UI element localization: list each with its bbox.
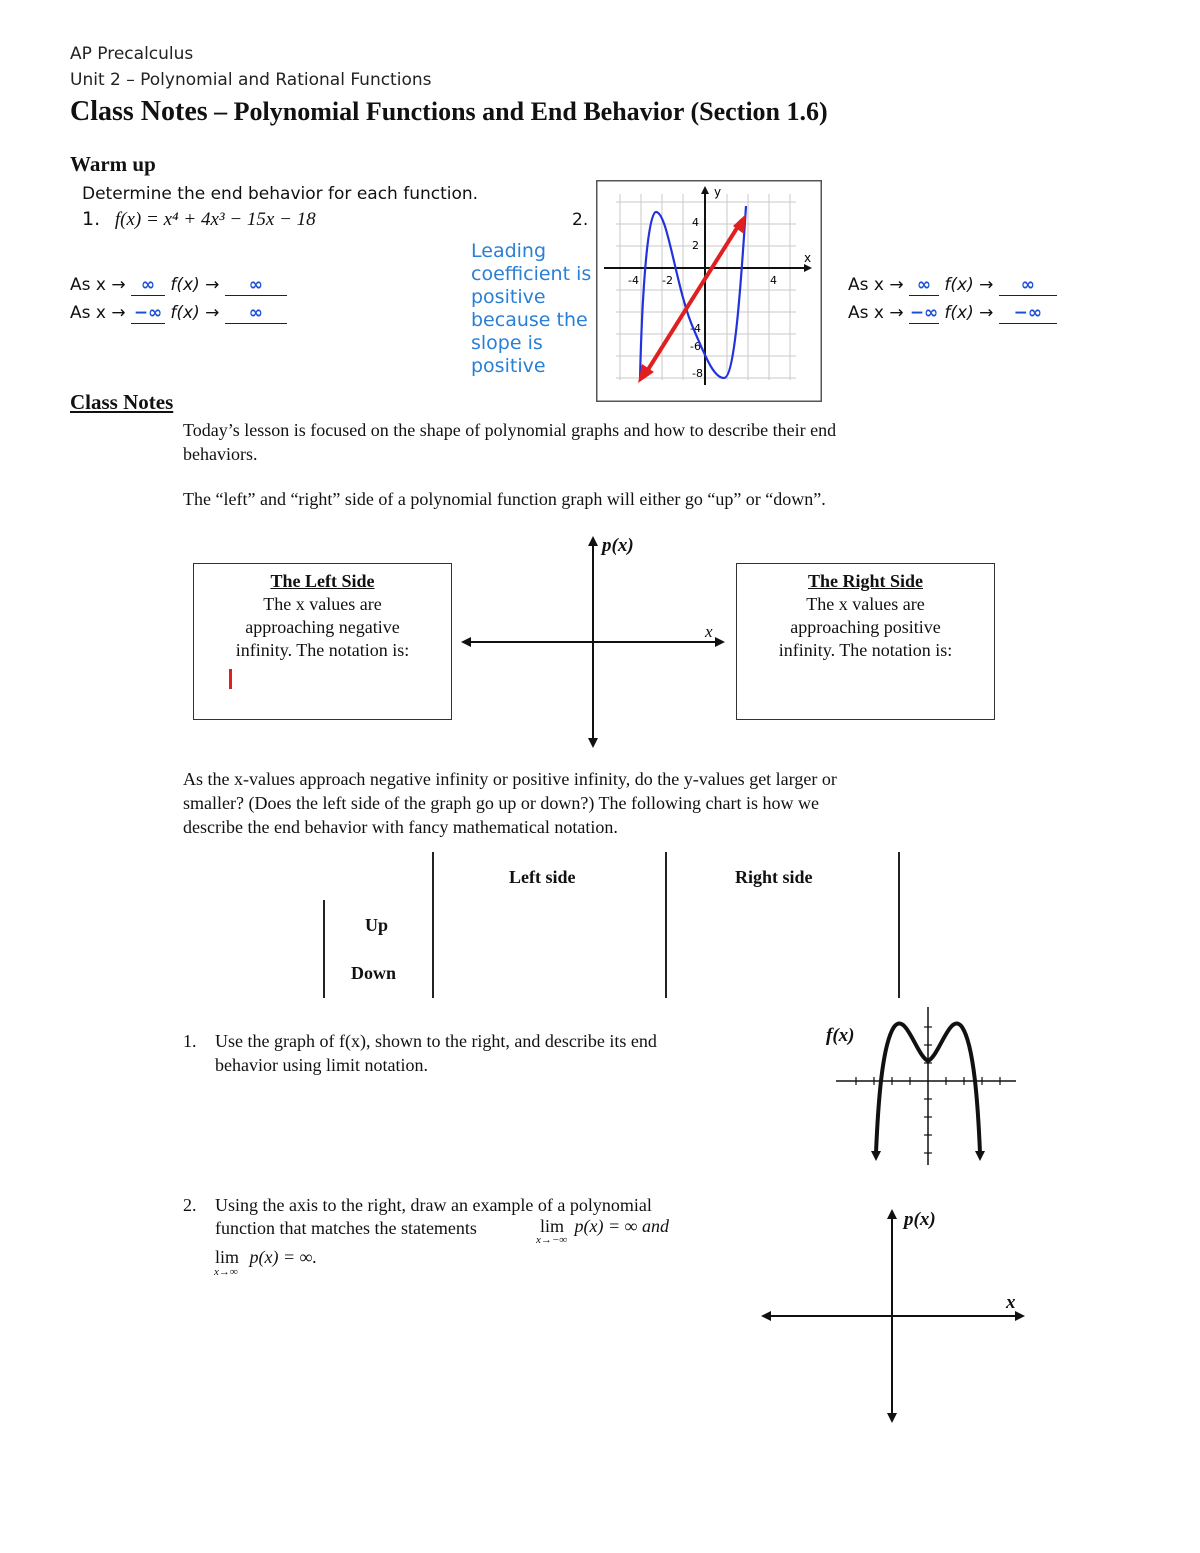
chart-rule-4 xyxy=(898,852,900,998)
chart-row-down: Down xyxy=(351,963,397,983)
title-class-notes: Class Notes xyxy=(70,96,208,127)
chart-row-up: Up xyxy=(365,915,389,935)
problem1 xyxy=(82,208,316,231)
chart-rule-1 xyxy=(323,900,325,998)
left-right-sentence: The “left” and “right” side of a polynomial function graph will either go “up” or “down”. xyxy=(183,489,826,509)
left-side-box: The Left Side The x values are approaching negative infinity. The notation is: xyxy=(193,563,452,720)
example2-line2: function that matches the statements xyxy=(215,1218,477,1238)
left-side-heading: The Left Side xyxy=(270,571,375,591)
example2-line1: Using the axis to the right, draw an example of a polynomial xyxy=(215,1195,652,1215)
problem2-graph xyxy=(596,180,822,402)
example1-graph-label: f(x) xyxy=(826,1025,855,1046)
leading-coefficient-note: Leading coefficient is positive because the slope is positive xyxy=(471,240,592,377)
y-tick-neg8: -8 xyxy=(692,367,703,380)
course-name: AP Precalculus xyxy=(70,44,194,64)
p1-x-answer-2: −∞ xyxy=(131,303,165,324)
y-tick-neg6: -6 xyxy=(690,340,701,353)
p2-answer-line-1: As x → ∞ f(x) → ∞ xyxy=(848,275,1057,296)
x-tick-neg2: -2 xyxy=(662,274,673,287)
graph-x-label: x xyxy=(804,251,812,265)
axes-py-label: p(x) xyxy=(602,535,634,556)
chart-col-left: Left side xyxy=(509,867,576,887)
problem2-number: 2. xyxy=(572,210,589,230)
p2-x-answer-2: −∞ xyxy=(909,303,939,323)
title-rest: – Polynomial Functions and End Behavior (Section 1.6) xyxy=(207,97,828,126)
limit-2-subscript: x→∞ xyxy=(214,1266,238,1278)
p1-y-answer-1: ∞ xyxy=(225,275,287,296)
y-tick-4: 4 xyxy=(692,216,699,229)
example2-number: 2. xyxy=(183,1195,197,1215)
chart-col-right: Right side xyxy=(735,867,813,887)
example1-graph xyxy=(832,1005,1020,1167)
p1-x-answer-1: ∞ xyxy=(131,275,165,296)
warmup-instruction: Determine the end behavior for each function. xyxy=(82,184,479,204)
question-paragraph: As the x-values approach negative infinity or positive infinity, do the y-values get larger or smaller? (Does the left side of the graph go up or down?) The following chart is how we describe the end behavior with fancy mathematical notation. xyxy=(183,769,837,837)
p2-y-answer-2: −∞ xyxy=(999,303,1057,324)
page-title xyxy=(70,96,828,128)
p1-y-answer-2: ∞ xyxy=(225,303,287,324)
problem1-equation: f(x) = x⁴ + 4x³ − 15x − 18 xyxy=(114,209,316,230)
y-tick-2: 2 xyxy=(692,239,699,252)
example2-py-label: p(x) xyxy=(904,1209,936,1230)
limit-2: lim p(x) = ∞. xyxy=(215,1247,317,1267)
y-tick-neg4: -4 xyxy=(690,322,701,335)
p2-x-answer-1: ∞ xyxy=(909,275,939,296)
p1-answer-line-1: As x → ∞ f(x) → ∞ xyxy=(70,275,287,296)
limit-1: lim p(x) = ∞ and xyxy=(540,1216,669,1236)
right-side-box: The Right Side The x values are approaching positive infinity. The notation is: xyxy=(736,563,995,720)
problem1-number: 1. xyxy=(82,208,101,230)
example1: 1. xyxy=(183,1031,197,1051)
warmup-heading: Warm up xyxy=(70,152,156,176)
example1-text: Use the graph of f(x), shown to the right, and describe its end behavior using limit notation. xyxy=(215,1031,657,1075)
chart-rule-2 xyxy=(432,852,434,998)
x-tick-4: 4 xyxy=(770,274,777,287)
right-side-heading: The Right Side xyxy=(807,571,924,591)
example2-axes[interactable] xyxy=(755,1205,1035,1427)
class-notes-heading: Class Notes xyxy=(70,390,174,414)
red-pen-mark xyxy=(229,669,232,689)
intro-paragraph: Today’s lesson is focused on the shape of polynomial graphs and how to describe their end behaviors. xyxy=(183,420,837,464)
p2-answer-line-2: As x → −∞ f(x) → −∞ xyxy=(848,303,1057,324)
x-tick-neg4: -4 xyxy=(628,274,639,287)
graph-y-label: y xyxy=(714,185,722,199)
axes-x-label: x xyxy=(705,622,713,641)
end-behavior-axes xyxy=(455,530,735,752)
p2-y-answer-1: ∞ xyxy=(999,275,1057,296)
chart-rule-3 xyxy=(665,852,667,998)
example2-x-label: x xyxy=(1006,1292,1016,1313)
p1-answer-line-2: As x → −∞ f(x) → ∞ xyxy=(70,303,287,324)
limit-1-subscript: x→−∞ xyxy=(536,1234,568,1246)
unit-name: Unit 2 – Polynomial and Rational Functions xyxy=(70,70,432,90)
